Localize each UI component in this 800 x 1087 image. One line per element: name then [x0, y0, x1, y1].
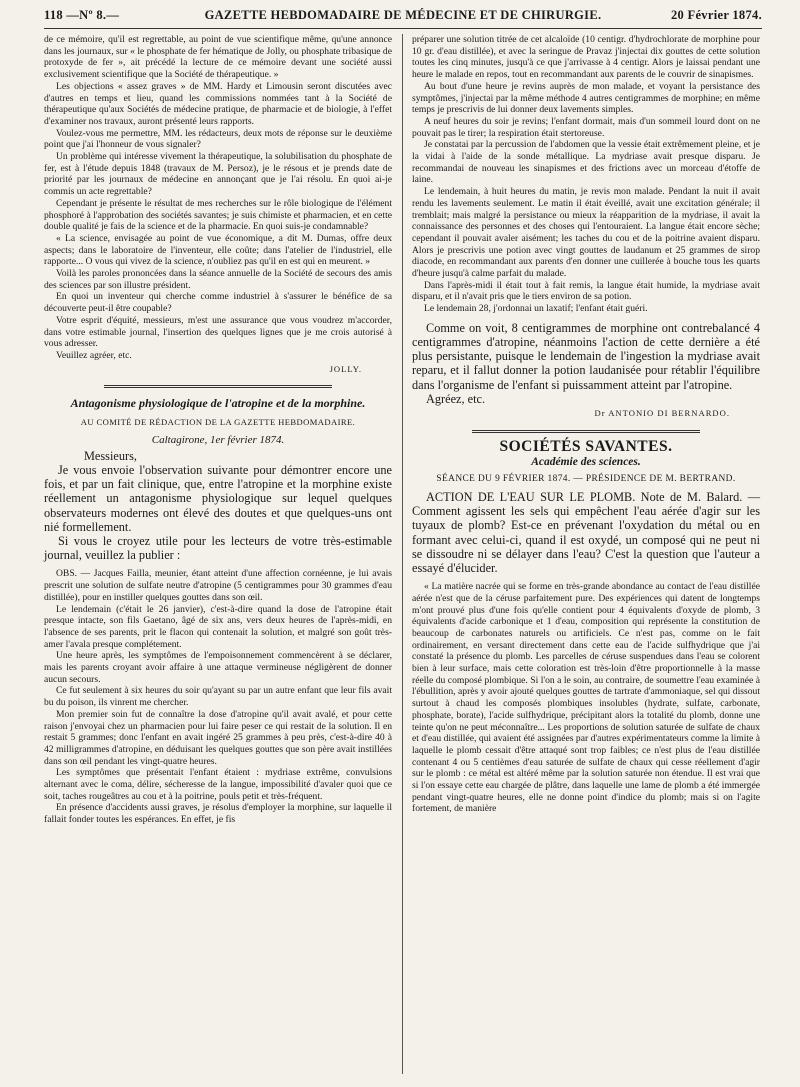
salutation: Messieurs,	[84, 448, 137, 463]
left-column	[44, 34, 392, 826]
paragraph: Ce fut seulement à six heures du soir qu'ayant su par un autre enfant que leur fils avait bu du poison, ils vinrent me chercher.	[44, 685, 392, 709]
paragraph: Cependant je présente le résultat de mes recherches sur le rôle biologique de l'élément phosphoré à l'approbation des sociétés savantes; je suis chimiste et pharmacien, et en cette double qualité je fais de la science et de la pharmacie. En quoi suis-je condamnable?	[44, 197, 392, 233]
paragraph: En quoi un inventeur qui cherche comme industriel à s'assurer le bénéfice de sa découverte peut-il être coupable?	[44, 291, 392, 315]
place-date: Caltagirone, 1er février 1874.	[151, 434, 285, 447]
paragraph: Voilà les paroles prononcées dans la séance annuelle de la Société de secours des amis des sciences par son illustre président.	[44, 268, 392, 291]
paragraph: Le lendemain (c'était le 26 janvier), c'est-à-dire quand la dose de l'atropine était presque intacte, son fils Gaetano, âgé de six ans, vers deux heures de l'après-midi, en l'absence de ses parents, prit le flacon qui contenait la solution, et malgré son goût très-amer l'avala presque complétement.	[44, 603, 392, 650]
session-line: SÉANCE DU 9 FÉVRIER 1874. — PRÉSIDENCE DE M. BERTRAND.	[436, 474, 736, 485]
paragraph: En présence d'accidents aussi graves, je résolus d'employer la morphine, sur laquelle il fallait fonder toutes les espérances. En effet, je fis	[44, 802, 392, 826]
column-divider	[402, 34, 403, 1074]
paragraph: Comme on voit, 8 centigrammes de morphine ont contrebalancé 4 centigrammes d'atropine, néanmoins l'action de cette dernière a été plus persistante, puisque le lendemain de l'ingestion la mydriase avait reparu, et il fallut donner la potion laudanisée pour rétablir l'équilibre dans l'organisme de l'enfant si puissamment atteint par l'atropine.	[412, 320, 760, 392]
paragraph: Les symptômes que présentait l'enfant étaient : mydriase extrême, convulsions alternant avec le coma, délire, sécheresse de la langue, impossibilité d'avaler quoi que ce soit, taches rougeâtres au cou et à la poitrine, pouls petit et très-fréquent.	[44, 767, 392, 802]
issue-date: 20 Février 1874.	[671, 8, 762, 22]
paragraph: Les objections « assez graves » de MM. Hardy et Limousin seront discutées avec d'autres en temps et lieu, quand les commissions nommées tant à la Société de thérapeutique qu'aux Sociétés de médecine pratique, de pharmacie et de biologie, à l'effet d'examiner nos travaux, auront présenté leurs rapports.	[44, 80, 392, 127]
signature-jolly: JOLLY.	[329, 363, 362, 374]
paragraph: ACTION DE L'EAU SUR LE PLOMB. Note de M. Balard. — Comment agissent les sels qui empêchent l'eau aérée d'agir sur les tuyaux de plomb? Est-ce en prévenant l'oxydation du métal ou en formant avec celui-ci, quand il est oxydé, un composé qui ne peut ni se dissoudre ni se délayer dans l'eau? C'est la question que l'auteur a essayé d'élucider.	[412, 489, 760, 575]
paragraph: Au bout d'une heure je revins auprès de mon malade, et voyant la persistance des symptômes, j'injectai par la même méthode 4 autres centigrammes de morphine; en même temps je prescrivis de lui donner deux lavements simples.	[412, 80, 760, 116]
paragraph: OBS. — Jacques Failla, meunier, étant atteint d'une affection cornéenne, je lui avais prescrit une solution de sulfate neutre d'atropine (5 centigrammes pour 30 grammes d'eau distillée), pour en instiller quelques gouttes dans son œil.	[44, 568, 392, 603]
paragraph: Je constatai par la percussion de l'abdomen que la vessie était extrêmement pleine, et je la vidai à l'aide de la sonde métallique. La mydriase avait presque disparu. Je recommandai de nouveau les sinapismes et des frictions avec un morceau d'étoffe de laine.	[412, 139, 760, 186]
paragraph: Le lendemain, à huit heures du matin, je revis mon malade. Pendant la nuit il avait rendu les lavements seulement. Le matin il était éveillé, avait une excitation générale; il tremblait; mais malgré la persistance ou mieux la réapparition de la mydriase, il avait la connaissance des personnes et des choses qui l'entouraient. La langue était encore sèche; cependant il pouvait avaler aisément; les taches du cou et de la poitrine avaient disparu. Alors je prescrivis une potion avec vingt gouttes de laudanum et 25 grammes de sirop diacode, en recommandant aux parents d'en donner une cuillerée à bouche tous les quarts d'heure jusqu'à calme parfait du malade.	[412, 186, 760, 280]
committee-heading: AU COMITÉ DE RÉDACTION DE LA GAZETTE HEBDOMADAIRE.	[80, 417, 356, 428]
paragraph: préparer une solution titrée de cet alcaloïde (10 centigr. d'hydrochlorate de morphine pour 10 gr. d'eau distillée), et avec la seringue de Pravaz j'injectai dix gouttes de cette solution toutes les cinq minutes, jusqu'à ce que j'arrivasse à 4 centigr. Alors je laissai pendant une heure le malade en repos, tout en recommandant aux parents de le couvrir de sinapismes.	[412, 34, 760, 81]
section-title: SOCIÉTÉS SAVANTES.	[499, 437, 673, 455]
page-number: 118 —Nº 8.—	[44, 8, 120, 22]
closing: Agréez, etc.	[426, 391, 486, 406]
letter-body	[44, 449, 392, 563]
paragraph: Dans l'après-midi il était tout à fait remis, la langue était humide, la mydriase avait disparu, et il n'avait pris que le tiers environ de sa potion.	[412, 279, 760, 303]
paragraph: « La matière nacrée qui se forme en très-grande abondance au contact de l'eau distillée aérée n'est que de la céruse parfaitement pure. Des expériences qui datent de longtemps m'ont prouvé plus d'une fois qu'elle contient pour 4 équivalents d'oxyde de plomb, 3 équivalents d'acide carbonique et 1 d'eau, composition qui représente la constitution de beaucoup de carbonates naturels ou artificiels. Ce n'est pas, comme on le fait ordinairement, en versant directement dans cette eau de l'acide sulfhydrique que j'ai constaté la présence du plomb. Les parcelles de céruse suspendues dans l'eau se colorent bien à leur surface, mais cette coloration est très-loin d'être proportionnelle à la masse réelle du composé plombique. Si l'on a le soin, au contraire, de soumettre l'eau examinée à l'ébullition, après y avoir ajouté quelques gouttes de tartrate d'ammoniaque, sel qui dissout surtout à chaud les composés plombiques insolubles (hydrate, sulfate, carbonate, phosphate, borate), l'acide sulfhydrique, précipitant alors la totalité du plomb, donne une teinte qu'on ne peut méconnaître... Les proportions de solution saturée de sulfate de chaux et d'eau distillée, qui avaient été assignées par d'autres expérimentateurs comme la limite à laquelle le plomb cessait d'être attaqué sont trop faibles; ce n'est plus de l'eau distillée contenant 4 ou 5 centièmes d'eau saturée de sulfate de chaux qui cesse réellement d'agir sur le plomb : ce métal est altéré même par la solution saturée non étendue. Il est vrai que si l'on essaye cette eau chargée de plâtre, dans laquelle une lame de plomb a été immergée pendant vingt-quatre heures, elle ne donne point d'indice du plomb; mais si on l'agite fortement, de manière	[412, 581, 760, 815]
paragraph: Je vous envoie l'observation suivante pour démontrer encore une fois, et par un fait clinique, que, entre l'atropine et la morphine existe réellement un antagonisme physiologique sur lequel quelques observateurs modernes ont élevé des doutes et que quelques-uns ont nié formellement.	[44, 463, 392, 534]
paragraph: A neuf heures du soir je revins; l'enfant dormait, mais d'un sommeil lourd dont on ne pouvait pas le tirer; la respiration était stertoreuse.	[412, 115, 760, 139]
paragraph: Voulez-vous me permettre, MM. les rédacteurs, deux mots de réponse sur le deuxième point que j'ai l'honneur de vous signaler?	[44, 127, 392, 151]
journal-title: GAZETTE HEBDOMADAIRE DE MÉDECINE ET DE CHIRURGIE.	[204, 8, 602, 22]
paragraph: « La science, envisagée au point de vue économique, a dit M. Dumas, offre deux aspects; dans le laboratoire de l'inventeur, elle coûte; dans l'atelier de l'industriel, elle rapporte... O vous qui vivez de la science, n'oubliez pas qu'il en est qui en meurent. »	[44, 232, 392, 268]
paragraph: Le lendemain 28, j'ordonnai un laxatif; l'enfant était guéri.	[424, 303, 648, 315]
paragraph: Mon premier soin fut de connaître la dose d'atropine qu'il avait avalé, et pour cette raison j'envoyai chez un pharmacien pour lui faire peser ce qui restait de la solution. Il en restait 5 grammes; donc l'enfant en avait ingéré 25 grammes à peu près, c'est-à-dire 40 à 42 milligrammes d'atropine, en déduisant les quelques gouttes que son père avait instillées dans son œil pendant les vingt-quatre heures.	[44, 708, 392, 767]
signature-bernardo: Dr ANTONIO DI BERNARDO.	[594, 408, 730, 419]
separator-rule	[104, 385, 332, 388]
paragraph: Veuillez agréer, etc.	[56, 349, 132, 361]
lead-block	[412, 490, 760, 575]
paragraph: Votre esprit d'équité, messieurs, m'est une assurance que vous voudrez m'accorder, dans votre estimable journal, l'insertion des quelques lignes que je me crois autorisé à vous adresser.	[44, 314, 392, 350]
academy-heading: Académie des sciences.	[531, 455, 641, 468]
article-title: Antagonisme physiologique de l'atropine et de la morphine.	[70, 396, 366, 411]
conclusion-block	[412, 321, 760, 406]
paragraph: Une heure après, les symptômes de l'empoisonnement commencèrent à se déclarer, mais les parents croyant avoir affaire à une attaque vermineuse négligèrent de donner aucun secours.	[44, 650, 392, 685]
paragraph: Si vous le croyez utile pour les lecteurs de votre très-estimable journal, veuillez la publier :	[44, 534, 392, 563]
separator-rule	[472, 430, 700, 433]
paragraph: de ce mémoire, qu'il est regrettable, au point de vue scientifique même, qu'une annonce dans les journaux, sur « le phosphate de fer hématique de Jolly, ou phosphate tribasique de protoxyde de fer », ait précédé la lecture de ce mémoire devant une société aussi exclusivement scientifique que la Société de thérapeutique. »	[44, 34, 392, 81]
right-column	[412, 34, 760, 815]
paragraph: Un problème qui intéresse vivement la thérapeutique, la solubilisation du phosphate de fer, est à l'étude depuis 1848 (travaux de M. Persoz), je le résous et je prends date de priorité par les journaux de médecine en annonçant que je l'ai résolu. En quoi ai-je commis un acte regrettable?	[44, 151, 392, 198]
page-header	[44, 0, 762, 29]
